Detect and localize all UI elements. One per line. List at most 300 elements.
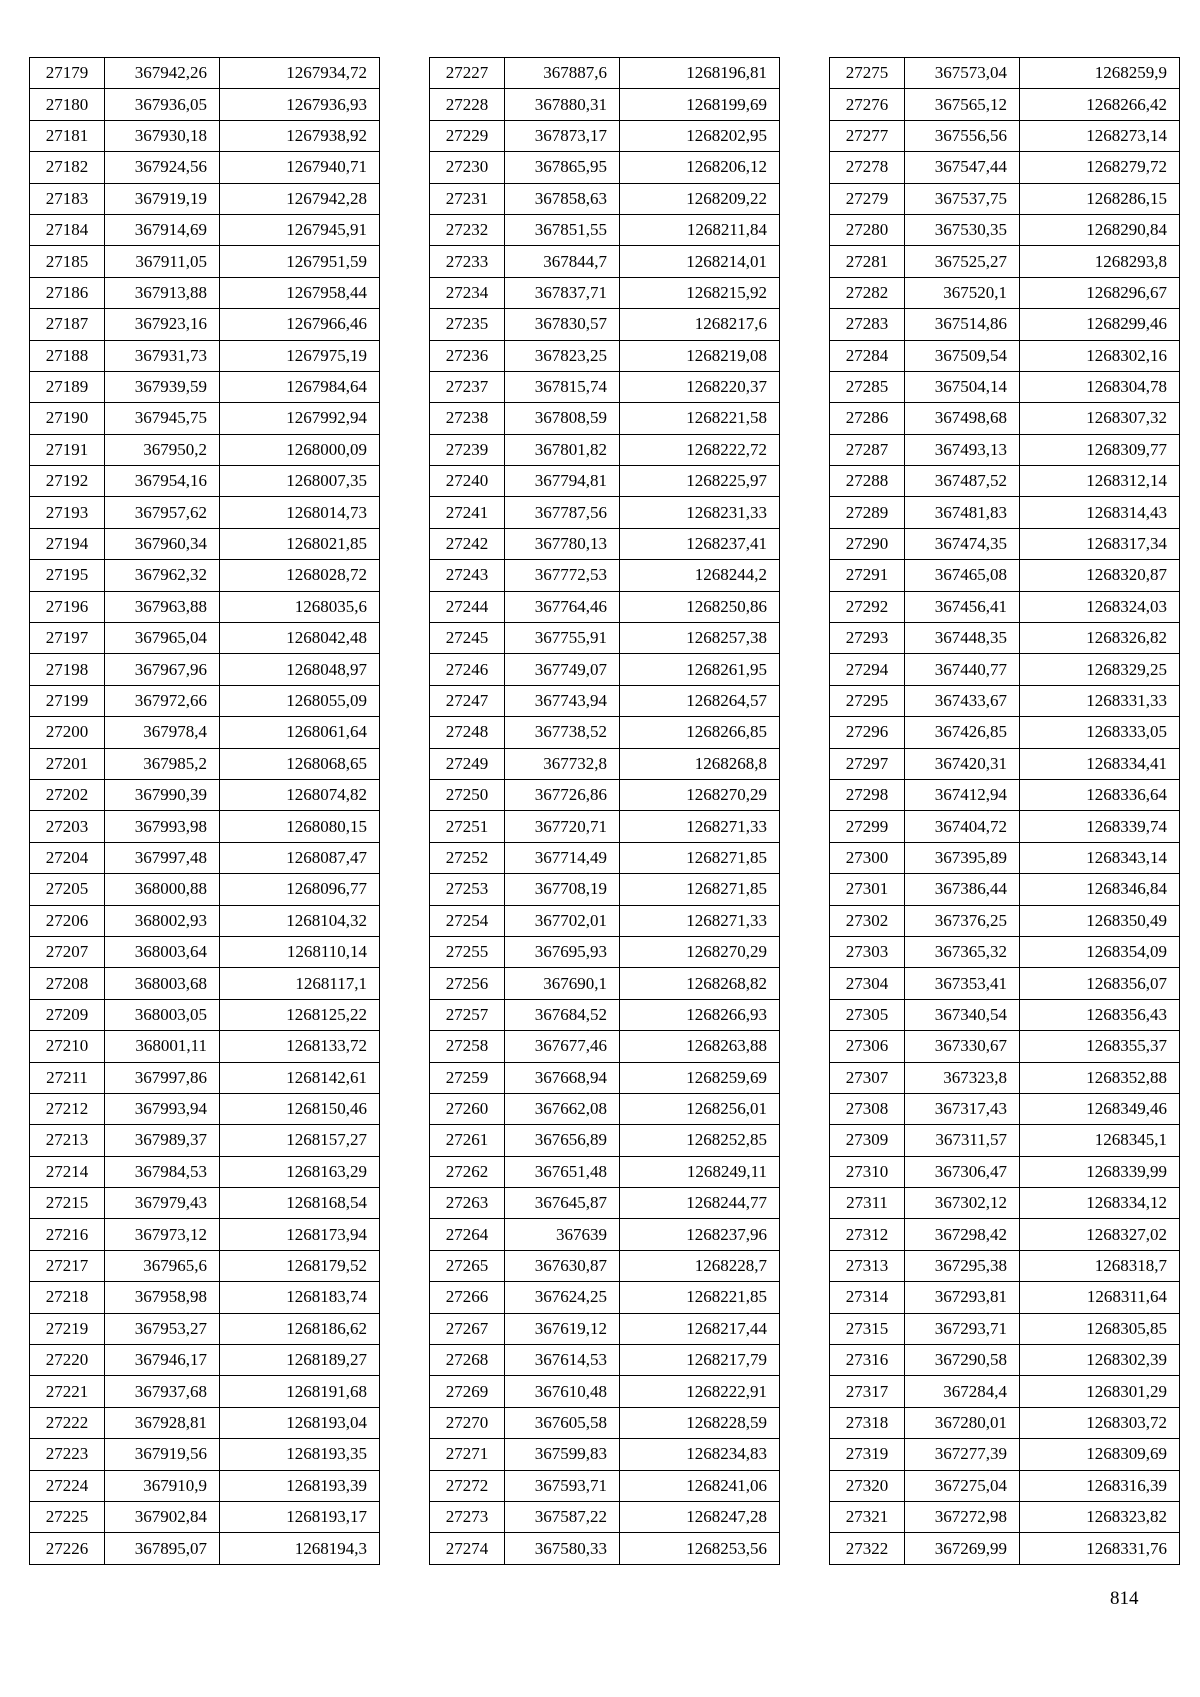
x-coordinate-cell: 367277,39 xyxy=(905,1439,1020,1470)
table-row xyxy=(30,309,380,340)
point-number-cell: 27284 xyxy=(830,340,905,371)
x-coordinate-cell: 367972,66 xyxy=(105,685,220,716)
y-coordinate-cell: 1268311,64 xyxy=(1020,1282,1180,1313)
point-number-cell: 27302 xyxy=(830,905,905,936)
y-coordinate-cell: 1267938,92 xyxy=(220,120,380,151)
point-number-cell: 27230 xyxy=(430,152,505,183)
point-number-cell: 27260 xyxy=(430,1093,505,1124)
table-row xyxy=(30,434,380,465)
point-number-cell: 27299 xyxy=(830,811,905,842)
x-coordinate-cell: 367690,1 xyxy=(505,968,620,999)
table-row xyxy=(430,1376,780,1407)
point-number-cell: 27219 xyxy=(30,1313,105,1344)
point-number-cell: 27203 xyxy=(30,811,105,842)
y-coordinate-cell: 1268117,1 xyxy=(220,968,380,999)
point-number-cell: 27216 xyxy=(30,1219,105,1250)
point-number-cell: 27316 xyxy=(830,1345,905,1376)
y-coordinate-cell: 1268331,76 xyxy=(1020,1533,1180,1564)
point-number-cell: 27275 xyxy=(830,58,905,89)
point-number-cell: 27320 xyxy=(830,1470,905,1501)
x-coordinate-cell: 367605,58 xyxy=(505,1407,620,1438)
point-number-cell: 27182 xyxy=(30,152,105,183)
table-row xyxy=(30,89,380,120)
x-coordinate-cell: 367851,55 xyxy=(505,214,620,245)
table-row xyxy=(30,1313,380,1344)
table-row xyxy=(30,1533,380,1564)
y-coordinate-cell: 1268231,33 xyxy=(620,497,780,528)
y-coordinate-cell: 1268261,95 xyxy=(620,654,780,685)
table-row xyxy=(30,528,380,559)
x-coordinate-cell: 367942,26 xyxy=(105,58,220,89)
point-number-cell: 27210 xyxy=(30,1031,105,1062)
y-coordinate-cell: 1268263,88 xyxy=(620,1031,780,1062)
table-row xyxy=(30,748,380,779)
point-number-cell: 27235 xyxy=(430,309,505,340)
x-coordinate-cell: 367651,48 xyxy=(505,1156,620,1187)
point-number-cell: 27181 xyxy=(30,120,105,151)
point-number-cell: 27233 xyxy=(430,246,505,277)
x-coordinate-cell: 367887,6 xyxy=(505,58,620,89)
x-coordinate-cell: 367317,43 xyxy=(905,1093,1020,1124)
x-coordinate-cell: 367481,83 xyxy=(905,497,1020,528)
x-coordinate-cell: 367997,48 xyxy=(105,842,220,873)
table-row xyxy=(30,591,380,622)
table-row xyxy=(430,1188,780,1219)
y-coordinate-cell: 1268193,04 xyxy=(220,1407,380,1438)
table-row xyxy=(830,371,1180,402)
table-row xyxy=(430,403,780,434)
table-row xyxy=(30,654,380,685)
x-coordinate-cell: 367440,77 xyxy=(905,654,1020,685)
table-row xyxy=(830,277,1180,308)
table-row xyxy=(30,874,380,905)
table-row xyxy=(430,371,780,402)
y-coordinate-cell: 1268189,27 xyxy=(220,1345,380,1376)
table-row xyxy=(430,1219,780,1250)
point-number-cell: 27277 xyxy=(830,120,905,151)
y-coordinate-cell: 1268142,61 xyxy=(220,1062,380,1093)
y-coordinate-cell: 1268253,56 xyxy=(620,1533,780,1564)
table-row xyxy=(30,371,380,402)
x-coordinate-cell: 368001,11 xyxy=(105,1031,220,1062)
table-row xyxy=(430,685,780,716)
point-number-cell: 27271 xyxy=(430,1439,505,1470)
y-coordinate-cell: 1268302,16 xyxy=(1020,340,1180,371)
point-number-cell: 27179 xyxy=(30,58,105,89)
point-number-cell: 27282 xyxy=(830,277,905,308)
table-row xyxy=(830,89,1180,120)
point-number-cell: 27303 xyxy=(830,936,905,967)
y-coordinate-cell: 1268087,47 xyxy=(220,842,380,873)
y-coordinate-cell: 1268249,11 xyxy=(620,1156,780,1187)
page-number: 814 xyxy=(1110,1588,1139,1609)
y-coordinate-cell: 1268217,79 xyxy=(620,1345,780,1376)
point-number-cell: 27269 xyxy=(430,1376,505,1407)
point-number-cell: 27252 xyxy=(430,842,505,873)
point-number-cell: 27290 xyxy=(830,528,905,559)
point-number-cell: 27214 xyxy=(30,1156,105,1187)
y-coordinate-cell: 1268303,72 xyxy=(1020,1407,1180,1438)
x-coordinate-cell: 367565,12 xyxy=(905,89,1020,120)
x-coordinate-cell: 367465,08 xyxy=(905,560,1020,591)
table-row xyxy=(830,1313,1180,1344)
x-coordinate-cell: 367684,52 xyxy=(505,999,620,1030)
y-coordinate-cell: 1268334,41 xyxy=(1020,748,1180,779)
point-number-cell: 27220 xyxy=(30,1345,105,1376)
y-coordinate-cell: 1267992,94 xyxy=(220,403,380,434)
x-coordinate-cell: 367474,35 xyxy=(905,528,1020,559)
point-number-cell: 27236 xyxy=(430,340,505,371)
y-coordinate-cell: 1268199,69 xyxy=(620,89,780,120)
point-number-cell: 27298 xyxy=(830,779,905,810)
y-coordinate-cell: 1268256,01 xyxy=(620,1093,780,1124)
x-coordinate-cell: 367965,04 xyxy=(105,623,220,654)
x-coordinate-cell: 367365,32 xyxy=(905,936,1020,967)
point-number-cell: 27226 xyxy=(30,1533,105,1564)
point-number-cell: 27285 xyxy=(830,371,905,402)
point-number-cell: 27276 xyxy=(830,89,905,120)
table-row xyxy=(430,748,780,779)
y-coordinate-cell: 1268356,07 xyxy=(1020,968,1180,999)
table-row xyxy=(30,214,380,245)
y-coordinate-cell: 1268331,33 xyxy=(1020,685,1180,716)
point-number-cell: 27207 xyxy=(30,936,105,967)
y-coordinate-cell: 1268252,85 xyxy=(620,1125,780,1156)
point-number-cell: 27267 xyxy=(430,1313,505,1344)
x-coordinate-cell: 367772,53 xyxy=(505,560,620,591)
table-row xyxy=(830,779,1180,810)
x-coordinate-cell: 367858,63 xyxy=(505,183,620,214)
y-coordinate-cell: 1268318,7 xyxy=(1020,1250,1180,1281)
y-coordinate-cell: 1268222,91 xyxy=(620,1376,780,1407)
x-coordinate-cell: 367695,93 xyxy=(505,936,620,967)
x-coordinate-cell: 367945,75 xyxy=(105,403,220,434)
point-number-cell: 27255 xyxy=(430,936,505,967)
x-coordinate-cell: 367808,59 xyxy=(505,403,620,434)
y-coordinate-cell: 1268191,68 xyxy=(220,1376,380,1407)
y-coordinate-cell: 1268336,64 xyxy=(1020,779,1180,810)
point-number-cell: 27273 xyxy=(430,1501,505,1532)
table-row xyxy=(30,717,380,748)
y-coordinate-cell: 1268080,15 xyxy=(220,811,380,842)
x-coordinate-cell: 367530,35 xyxy=(905,214,1020,245)
point-number-cell: 27283 xyxy=(830,309,905,340)
table-row xyxy=(830,1407,1180,1438)
table-row xyxy=(30,968,380,999)
point-number-cell: 27183 xyxy=(30,183,105,214)
y-coordinate-cell: 1268228,59 xyxy=(620,1407,780,1438)
point-number-cell: 27297 xyxy=(830,748,905,779)
x-coordinate-cell: 367954,16 xyxy=(105,466,220,497)
point-number-cell: 27300 xyxy=(830,842,905,873)
x-coordinate-cell: 367395,89 xyxy=(905,842,1020,873)
table-row xyxy=(30,1439,380,1470)
x-coordinate-cell: 367780,13 xyxy=(505,528,620,559)
table-row xyxy=(430,779,780,810)
point-number-cell: 27289 xyxy=(830,497,905,528)
x-coordinate-cell: 367619,12 xyxy=(505,1313,620,1344)
table-row xyxy=(830,748,1180,779)
table-row xyxy=(830,246,1180,277)
point-number-cell: 27189 xyxy=(30,371,105,402)
x-coordinate-cell: 367978,4 xyxy=(105,717,220,748)
y-coordinate-cell: 1268193,39 xyxy=(220,1470,380,1501)
table-row xyxy=(30,466,380,497)
y-coordinate-cell: 1268104,32 xyxy=(220,905,380,936)
y-coordinate-cell: 1268343,14 xyxy=(1020,842,1180,873)
table-row xyxy=(830,905,1180,936)
point-number-cell: 27256 xyxy=(430,968,505,999)
table-row xyxy=(830,340,1180,371)
point-number-cell: 27206 xyxy=(30,905,105,936)
table-row xyxy=(30,1282,380,1313)
y-coordinate-cell: 1268301,29 xyxy=(1020,1376,1180,1407)
table-row xyxy=(30,1125,380,1156)
y-coordinate-cell: 1267958,44 xyxy=(220,277,380,308)
y-coordinate-cell: 1268296,67 xyxy=(1020,277,1180,308)
table-row xyxy=(830,120,1180,151)
y-coordinate-cell: 1268312,14 xyxy=(1020,466,1180,497)
point-number-cell: 27188 xyxy=(30,340,105,371)
y-coordinate-cell: 1268266,93 xyxy=(620,999,780,1030)
y-coordinate-cell: 1268219,08 xyxy=(620,340,780,371)
x-coordinate-cell: 367702,01 xyxy=(505,905,620,936)
y-coordinate-cell: 1268241,06 xyxy=(620,1470,780,1501)
y-coordinate-cell: 1268290,84 xyxy=(1020,214,1180,245)
x-coordinate-cell: 367960,34 xyxy=(105,528,220,559)
y-coordinate-cell: 1268268,82 xyxy=(620,968,780,999)
y-coordinate-cell: 1268339,74 xyxy=(1020,811,1180,842)
point-number-cell: 27288 xyxy=(830,466,905,497)
x-coordinate-cell: 367984,53 xyxy=(105,1156,220,1187)
x-coordinate-cell: 367610,48 xyxy=(505,1376,620,1407)
x-coordinate-cell: 367911,05 xyxy=(105,246,220,277)
x-coordinate-cell: 367732,8 xyxy=(505,748,620,779)
x-coordinate-cell: 367547,44 xyxy=(905,152,1020,183)
x-coordinate-cell: 367353,41 xyxy=(905,968,1020,999)
x-coordinate-cell: 367989,37 xyxy=(105,1125,220,1156)
y-coordinate-cell: 1268186,62 xyxy=(220,1313,380,1344)
point-number-cell: 27321 xyxy=(830,1501,905,1532)
x-coordinate-cell: 367743,94 xyxy=(505,685,620,716)
table-row xyxy=(430,528,780,559)
table-row xyxy=(830,309,1180,340)
table-row xyxy=(430,434,780,465)
y-coordinate-cell: 1268225,97 xyxy=(620,466,780,497)
x-coordinate-cell: 367985,2 xyxy=(105,748,220,779)
y-coordinate-cell: 1268266,42 xyxy=(1020,89,1180,120)
y-coordinate-cell: 1268257,38 xyxy=(620,623,780,654)
y-coordinate-cell: 1268202,95 xyxy=(620,120,780,151)
table-row xyxy=(430,936,780,967)
table-row xyxy=(430,466,780,497)
point-number-cell: 27243 xyxy=(430,560,505,591)
x-coordinate-cell: 367939,59 xyxy=(105,371,220,402)
y-coordinate-cell: 1268150,46 xyxy=(220,1093,380,1124)
point-number-cell: 27248 xyxy=(430,717,505,748)
table-row xyxy=(430,1282,780,1313)
x-coordinate-cell: 368000,88 xyxy=(105,874,220,905)
x-coordinate-cell: 367639 xyxy=(505,1219,620,1250)
table-row xyxy=(430,120,780,151)
x-coordinate-cell: 367587,22 xyxy=(505,1501,620,1532)
y-coordinate-cell: 1268293,8 xyxy=(1020,246,1180,277)
y-coordinate-cell: 1267934,72 xyxy=(220,58,380,89)
point-number-cell: 27264 xyxy=(430,1219,505,1250)
table-row xyxy=(430,874,780,905)
point-number-cell: 27272 xyxy=(430,1470,505,1501)
y-coordinate-cell: 1268323,82 xyxy=(1020,1501,1180,1532)
point-number-cell: 27224 xyxy=(30,1470,105,1501)
y-coordinate-cell: 1267940,71 xyxy=(220,152,380,183)
point-number-cell: 27266 xyxy=(430,1282,505,1313)
table-row xyxy=(830,1533,1180,1564)
point-number-cell: 27258 xyxy=(430,1031,505,1062)
table-row xyxy=(430,1125,780,1156)
table-row xyxy=(30,1501,380,1532)
y-coordinate-cell: 1268028,72 xyxy=(220,560,380,591)
table-row xyxy=(830,1501,1180,1532)
point-number-cell: 27294 xyxy=(830,654,905,685)
x-coordinate-cell: 367794,81 xyxy=(505,466,620,497)
y-coordinate-cell: 1268206,12 xyxy=(620,152,780,183)
point-number-cell: 27225 xyxy=(30,1501,105,1532)
table-row xyxy=(30,183,380,214)
x-coordinate-cell: 367946,17 xyxy=(105,1345,220,1376)
table-row xyxy=(830,58,1180,89)
y-coordinate-cell: 1268334,12 xyxy=(1020,1188,1180,1219)
point-number-cell: 27257 xyxy=(430,999,505,1030)
point-number-cell: 27239 xyxy=(430,434,505,465)
table-row xyxy=(430,811,780,842)
x-coordinate-cell: 367573,04 xyxy=(905,58,1020,89)
x-coordinate-cell: 367498,68 xyxy=(905,403,1020,434)
x-coordinate-cell: 367656,89 xyxy=(505,1125,620,1156)
point-number-cell: 27204 xyxy=(30,842,105,873)
point-number-cell: 27195 xyxy=(30,560,105,591)
point-number-cell: 27281 xyxy=(830,246,905,277)
x-coordinate-cell: 367993,98 xyxy=(105,811,220,842)
y-coordinate-cell: 1268247,28 xyxy=(620,1501,780,1532)
y-coordinate-cell: 1268194,3 xyxy=(220,1533,380,1564)
point-number-cell: 27229 xyxy=(430,120,505,151)
table-row xyxy=(30,1250,380,1281)
y-coordinate-cell: 1268048,97 xyxy=(220,654,380,685)
y-coordinate-cell: 1268215,92 xyxy=(620,277,780,308)
table-row xyxy=(830,560,1180,591)
x-coordinate-cell: 367895,07 xyxy=(105,1533,220,1564)
table-row xyxy=(830,717,1180,748)
table-row xyxy=(830,403,1180,434)
y-coordinate-cell: 1268196,81 xyxy=(620,58,780,89)
x-coordinate-cell: 367873,17 xyxy=(505,120,620,151)
point-number-cell: 27280 xyxy=(830,214,905,245)
y-coordinate-cell: 1267951,59 xyxy=(220,246,380,277)
x-coordinate-cell: 368003,68 xyxy=(105,968,220,999)
point-number-cell: 27263 xyxy=(430,1188,505,1219)
x-coordinate-cell: 368003,64 xyxy=(105,936,220,967)
point-number-cell: 27304 xyxy=(830,968,905,999)
x-coordinate-cell: 367738,52 xyxy=(505,717,620,748)
table-row xyxy=(830,1376,1180,1407)
x-coordinate-cell: 367386,44 xyxy=(905,874,1020,905)
x-coordinate-cell: 367997,86 xyxy=(105,1062,220,1093)
point-number-cell: 27268 xyxy=(430,1345,505,1376)
x-coordinate-cell: 367556,56 xyxy=(905,120,1020,151)
table-row xyxy=(830,1439,1180,1470)
point-number-cell: 27193 xyxy=(30,497,105,528)
y-coordinate-cell: 1267984,64 xyxy=(220,371,380,402)
y-coordinate-cell: 1268317,34 xyxy=(1020,528,1180,559)
point-number-cell: 27312 xyxy=(830,1219,905,1250)
x-coordinate-cell: 367624,25 xyxy=(505,1282,620,1313)
point-number-cell: 27279 xyxy=(830,183,905,214)
x-coordinate-cell: 367293,71 xyxy=(905,1313,1020,1344)
table-row xyxy=(830,1219,1180,1250)
point-number-cell: 27274 xyxy=(430,1533,505,1564)
table-row xyxy=(430,183,780,214)
table-row xyxy=(830,623,1180,654)
y-coordinate-cell: 1268209,22 xyxy=(620,183,780,214)
y-coordinate-cell: 1268220,37 xyxy=(620,371,780,402)
point-number-cell: 27200 xyxy=(30,717,105,748)
y-coordinate-cell: 1268237,96 xyxy=(620,1219,780,1250)
table-row xyxy=(30,1188,380,1219)
y-coordinate-cell: 1268324,03 xyxy=(1020,591,1180,622)
y-coordinate-cell: 1268273,14 xyxy=(1020,120,1180,151)
x-coordinate-cell: 367404,72 xyxy=(905,811,1020,842)
table-row xyxy=(30,936,380,967)
x-coordinate-cell: 367919,19 xyxy=(105,183,220,214)
table-row xyxy=(430,842,780,873)
x-coordinate-cell: 367965,6 xyxy=(105,1250,220,1281)
y-coordinate-cell: 1268211,84 xyxy=(620,214,780,245)
y-coordinate-cell: 1268234,83 xyxy=(620,1439,780,1470)
y-coordinate-cell: 1268163,29 xyxy=(220,1156,380,1187)
point-number-cell: 27262 xyxy=(430,1156,505,1187)
table-row xyxy=(830,497,1180,528)
table-row xyxy=(430,1345,780,1376)
x-coordinate-cell: 367787,56 xyxy=(505,497,620,528)
table-row xyxy=(30,120,380,151)
point-number-cell: 27245 xyxy=(430,623,505,654)
point-number-cell: 27201 xyxy=(30,748,105,779)
y-coordinate-cell: 1268352,88 xyxy=(1020,1062,1180,1093)
table-row xyxy=(30,1407,380,1438)
x-coordinate-cell: 367599,83 xyxy=(505,1439,620,1470)
point-number-cell: 27184 xyxy=(30,214,105,245)
y-coordinate-cell: 1268354,09 xyxy=(1020,936,1180,967)
table-row xyxy=(430,999,780,1030)
point-number-cell: 27186 xyxy=(30,277,105,308)
x-coordinate-cell: 367456,41 xyxy=(905,591,1020,622)
x-coordinate-cell: 367962,32 xyxy=(105,560,220,591)
table-row xyxy=(430,1031,780,1062)
y-coordinate-cell: 1268355,37 xyxy=(1020,1031,1180,1062)
point-number-cell: 27196 xyxy=(30,591,105,622)
y-coordinate-cell: 1268316,39 xyxy=(1020,1470,1180,1501)
x-coordinate-cell: 367330,67 xyxy=(905,1031,1020,1062)
x-coordinate-cell: 367302,12 xyxy=(905,1188,1020,1219)
point-number-cell: 27238 xyxy=(430,403,505,434)
x-coordinate-cell: 367958,98 xyxy=(105,1282,220,1313)
y-coordinate-cell: 1267936,93 xyxy=(220,89,380,120)
table-row xyxy=(430,152,780,183)
table-row xyxy=(430,246,780,277)
x-coordinate-cell: 367493,13 xyxy=(905,434,1020,465)
x-coordinate-cell: 367340,54 xyxy=(905,999,1020,1030)
x-coordinate-cell: 367509,54 xyxy=(905,340,1020,371)
